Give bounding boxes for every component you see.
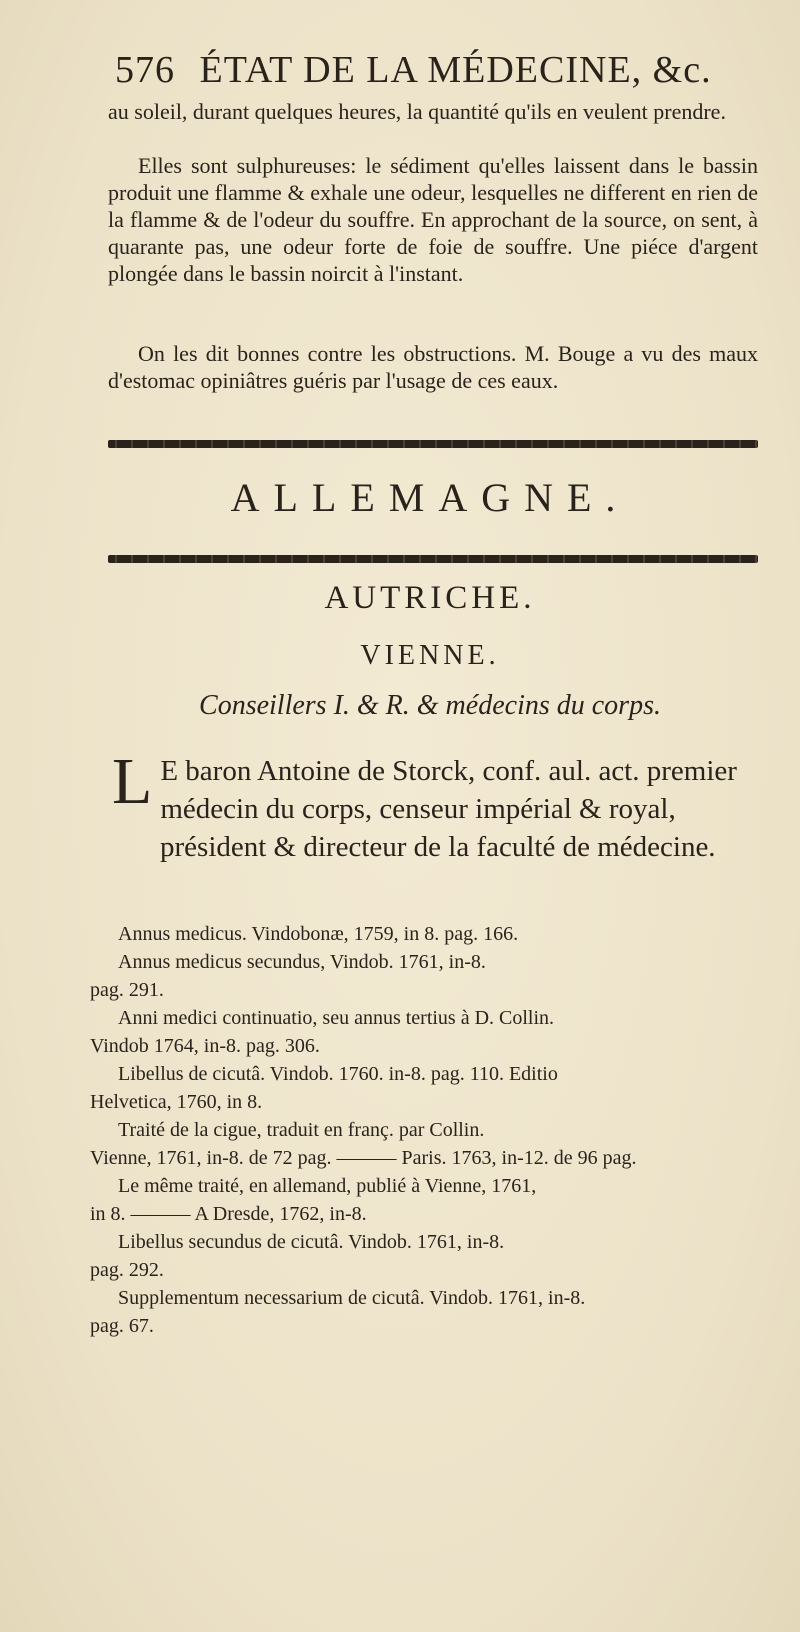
intro-paragraph-3: On les dit bonnes contre les obstructions. M. Bouge a vu des maux d'estomac opiniâtres guéris par l'usage de ces eaux.	[108, 341, 758, 393]
intro-paragraph-2: Elles sont sulphureuses: le sédiment qu'elles laissent dans le bassin produit une flamme & exhale une odeur, lesquelles ne different en rien de la flamme & de l'odeur du souffre. En approchant de la source, on sent, à quarante pas, une odeur forte de foie de souffre. Une piéce d'argent plongée dans le bassin noircit à l'instant.	[108, 153, 758, 286]
ornamental-rule-top	[108, 440, 758, 448]
reference-item: Libellus secundus de cicutâ. Vindob. 1761, in-8. pag. 292.	[90, 1231, 505, 1281]
city-heading: VIENNE.	[360, 640, 500, 671]
ornamental-rule-bottom	[108, 555, 758, 563]
reference-item: Le même traité, en allemand, publié à Vienne, 1761, in 8. ——— A Dresde, 1762, in-8.	[90, 1175, 537, 1225]
intro-paragraph-1: au soleil, durant quelques heures, la quantité qu'ils en veulent prendre.	[108, 99, 726, 124]
reference-item: Anni medici continuatio, seu annus tertius à D. Collin. Vindob 1764, in-8. pag. 306.	[90, 1007, 555, 1057]
reference-item: Supplementum necessarium de cicutâ. Vindob. 1761, in-8. pag. 67.	[90, 1287, 586, 1337]
reference-item: Annus medicus. Vindobonæ, 1759, in 8. pag. 166.	[118, 923, 519, 945]
section-subtitle: Conseillers I. & R. & médecins du corps.	[199, 690, 661, 721]
page-number: 576	[115, 49, 175, 91]
reference-list	[90, 920, 760, 1340]
entry-text: E baron Antoine de Storck, conf. aul. act. premier médecin du corps, censeur impérial & royal, président & directeur de la faculté de médecine.	[160, 755, 737, 863]
drop-cap: L	[112, 745, 153, 818]
region-heading: AUTRICHE.	[324, 580, 536, 616]
reference-item: Annus medicus secundus, Vindob. 1761, in-8. pag. 291.	[90, 951, 486, 1001]
reference-item: Traité de la cigue, traduit en franç. par Collin. Vienne, 1761, in-8. de 72 pag. ——— Paris. 1763, in-12. de 96 pag.	[90, 1119, 637, 1169]
entry-paragraph	[112, 745, 762, 866]
running-title: ÉTAT DE LA MÉDECINE, &c.	[199, 49, 712, 91]
running-header	[115, 48, 735, 92]
country-heading: ALLEMAGNE.	[230, 475, 630, 520]
reference-item: Libellus de cicutâ. Vindob. 1760. in-8. pag. 110. Editio Helvetica, 1760, in 8.	[90, 1063, 558, 1113]
